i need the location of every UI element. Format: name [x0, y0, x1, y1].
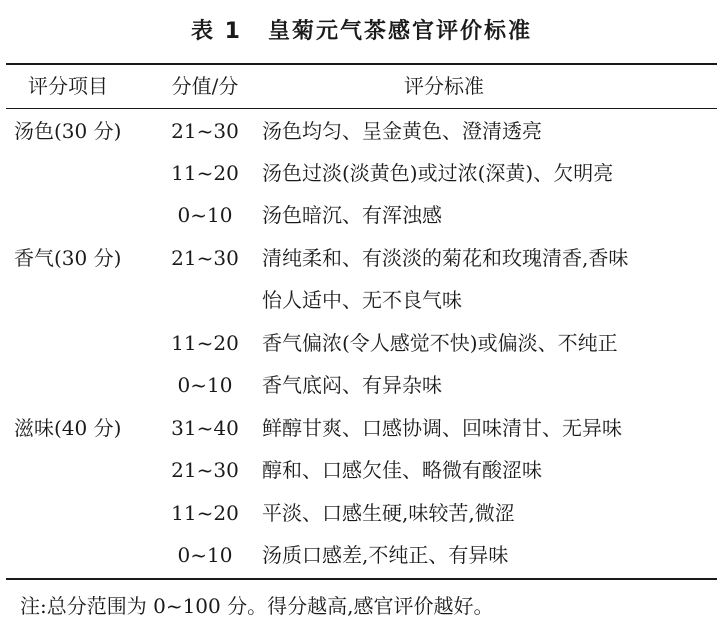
row-score: 0~10: [177, 373, 233, 397]
row-criteria: 汤色暗沉、有浑浊感: [262, 203, 442, 227]
row-score: 11~20: [171, 161, 239, 185]
header-rule: [6, 108, 717, 109]
header-score: 分值/分: [171, 74, 239, 98]
row-item: 汤色(30 分): [14, 119, 122, 143]
row-item: 香气(30 分): [14, 246, 122, 270]
row-criteria: 醇和、口感欠佳、略微有酸涩味: [262, 458, 542, 482]
table-row: [0, 152, 723, 194]
bottom-rule: [6, 578, 717, 580]
row-criteria: 清纯柔和、有淡淡的菊花和玫瑰清香,香味: [262, 246, 629, 270]
row-score: 0~10: [177, 543, 233, 567]
row-criteria: 平淡、口感生硬,味较苦,微涩: [262, 501, 515, 525]
table-row: [0, 237, 723, 279]
table-header: [0, 65, 723, 107]
row-score: 21~30: [171, 458, 239, 482]
row-score: 11~20: [171, 501, 239, 525]
row-score: 31~40: [171, 416, 239, 440]
table-row: [0, 279, 723, 321]
table-number: 表 1: [191, 19, 242, 44]
row-criteria: 汤质口感差,不纯正、有异味: [262, 543, 509, 567]
table-row: [0, 322, 723, 364]
row-score: 0~10: [177, 203, 233, 227]
row-criteria: 怡人适中、无不良气味: [262, 288, 462, 312]
row-criteria: 香气偏浓(令人感觉不快)或偏淡、不纯正: [262, 331, 618, 355]
row-score: 21~30: [171, 246, 239, 270]
header-item: 评分项目: [28, 74, 108, 98]
table-row: [0, 534, 723, 576]
row-criteria: 汤色均匀、呈金黄色、澄清透亮: [262, 119, 542, 143]
table-title: 皇菊元气茶感官评价标准: [267, 19, 532, 44]
table-row: [0, 492, 723, 534]
table-row: [0, 407, 723, 449]
row-score: 21~30: [171, 119, 239, 143]
table-note: 注:总分范围为 0~100 分。得分越高,感官评价越好。: [20, 594, 494, 618]
row-item: 滋味(40 分): [14, 416, 122, 440]
row-criteria: 香气底闷、有异杂味: [262, 373, 442, 397]
table-row: [0, 194, 723, 236]
table-caption: [0, 14, 723, 45]
table-row: [0, 364, 723, 406]
table-row: [0, 449, 723, 491]
row-score: 11~20: [171, 331, 239, 355]
row-criteria: 鲜醇甘爽、口感协调、回味清甘、无异味: [262, 416, 622, 440]
table-row: [0, 110, 723, 152]
row-criteria: 汤色过淡(淡黄色)或过浓(深黄)、欠明亮: [262, 161, 614, 185]
header-criteria: 评分标准: [404, 74, 484, 98]
